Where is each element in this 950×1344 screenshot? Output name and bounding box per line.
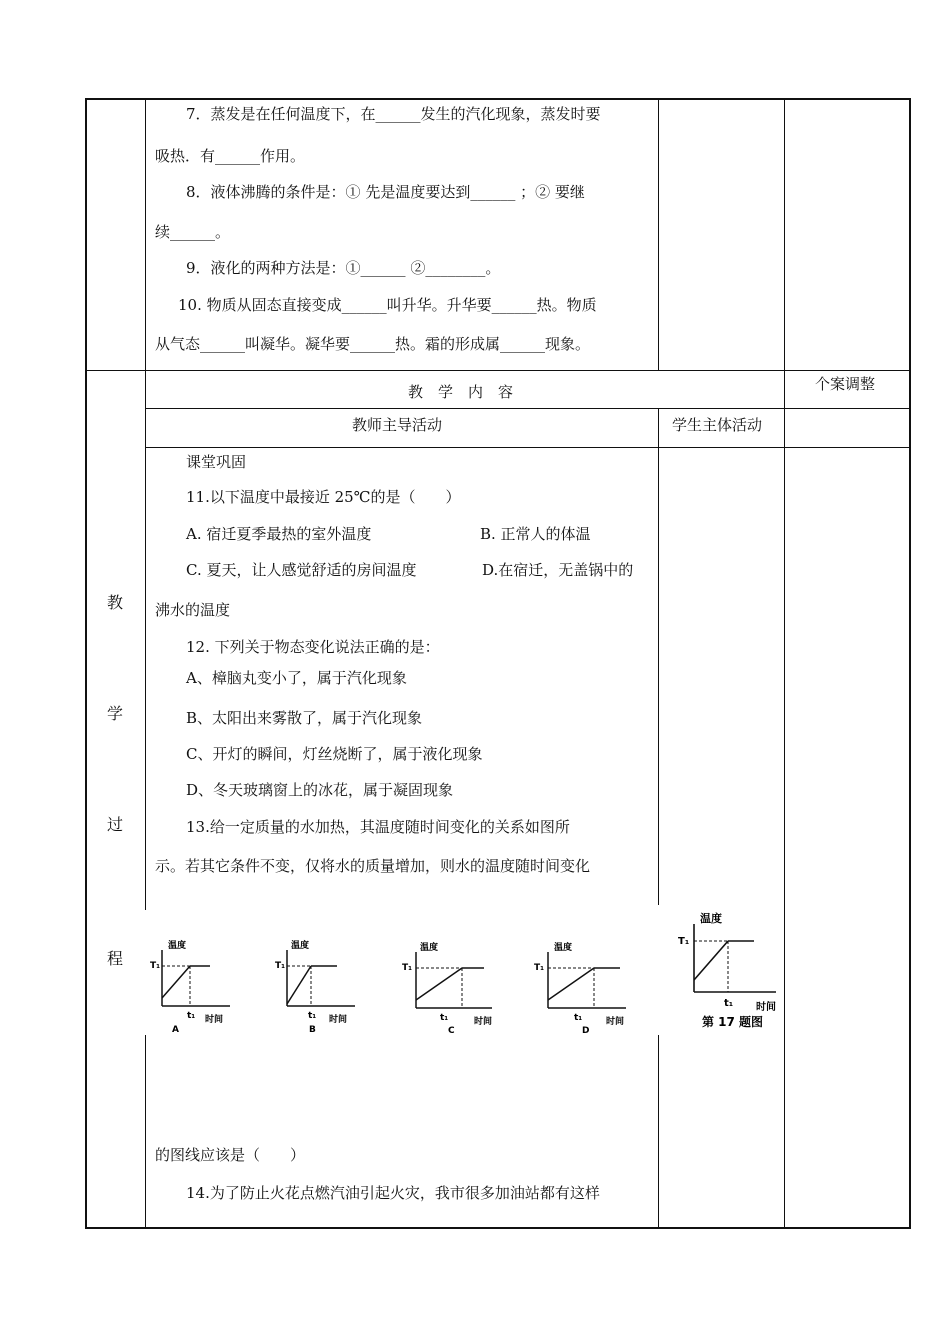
graph-a-xlabel: 时间 xyxy=(205,1015,224,1025)
col-divider-1 xyxy=(145,98,146,1228)
col-divider-2 xyxy=(658,98,659,370)
case-adjust-header: 个案调整 xyxy=(815,375,876,393)
col-divider-3 xyxy=(784,98,785,1228)
question-13-line-1: 13.给一定质量的水加热，其温度随时间变化的关系如图所 xyxy=(186,818,570,836)
graph-d-xlabel: 时间 xyxy=(606,1017,625,1027)
table-top-border xyxy=(85,98,911,100)
ref-ylabel: 温度 xyxy=(700,912,722,925)
graph-d-ylabel: 温度 xyxy=(554,943,573,953)
ref-tlabel: t₁ xyxy=(724,998,734,1009)
side-label-char-4: 程 xyxy=(107,949,124,968)
question-12-option-c: C、开灯的瞬间，灯丝烧断了，属于液化现象 xyxy=(186,745,483,763)
question-11-option-b: B. 正常人的体温 xyxy=(480,525,591,543)
ref-xlabel: 时间 xyxy=(756,1002,776,1013)
graph-c-t1: T₁ xyxy=(402,963,413,973)
question-10-line-1: 10. 物质从固态直接变成______叫升华。升华要______热。物质 xyxy=(178,296,597,314)
side-label-char-3: 过 xyxy=(107,815,124,834)
classwork-heading: 课堂巩固 xyxy=(186,453,247,471)
question-14: 14.为了防止火花点燃汽油引起火灾，我市很多加油站都有这样 xyxy=(186,1184,600,1202)
question-10-line-2: 从气态______叫凝华。凝华要______热。霜的形成属______现象。 xyxy=(155,335,591,353)
question-7-line-2: 吸热．有______作用。 xyxy=(155,147,306,165)
row-divider-3 xyxy=(145,447,911,448)
graph-option-c xyxy=(400,938,505,1033)
graph-b-xlabel: 时间 xyxy=(329,1015,348,1025)
graph-a-letter: A xyxy=(172,1025,179,1033)
table-bottom-border xyxy=(85,1227,911,1229)
question-9: 9．液化的两种方法是：①______ ②________。 xyxy=(186,259,501,277)
graph-c-xlabel: 时间 xyxy=(474,1017,493,1027)
question-8-line-2: 续______。 xyxy=(155,223,231,241)
question-12: 12. 下列关于物态变化说法正确的是： xyxy=(186,638,440,656)
col-divider-2b xyxy=(658,408,659,1228)
question-11: 11.以下温度中最接近 25℃的是（ ） xyxy=(186,488,461,506)
question-7-line-1: 7．蒸发是在任何温度下，在______发生的汽化现象，蒸发时要 xyxy=(186,105,601,123)
question-8-line-1: 8．液体沸腾的条件是：① 先是温度要达到______ ；② 要继 xyxy=(186,183,585,201)
side-label-char-1: 教 xyxy=(107,593,124,612)
graph-a-tlabel: t₁ xyxy=(187,1011,196,1021)
question-12-option-a: A、樟脑丸变小了，属于汽化现象 xyxy=(186,669,407,687)
graph-reference-figure xyxy=(672,908,784,1028)
graph-b-t1: T₁ xyxy=(275,961,286,971)
question-13-line-3: 的图线应该是（ ） xyxy=(155,1146,306,1164)
question-11-option-c: C. 夏天，让人感觉舒适的房间温度 xyxy=(186,561,417,579)
graph-b-ylabel: 温度 xyxy=(291,941,310,951)
table-right-border xyxy=(909,98,911,1228)
question-12-option-d: D、冬天玻璃窗上的冰花，属于凝固现象 xyxy=(186,781,454,799)
graph-a-ylabel: 温度 xyxy=(168,941,187,951)
graph-d-letter: D xyxy=(582,1026,590,1033)
graph-d-t1: T₁ xyxy=(534,963,545,973)
graph-a-t1: T₁ xyxy=(150,961,161,971)
teacher-activity-header: 教师主导活动 xyxy=(352,416,443,434)
teaching-content-header: 教 学 内 容 xyxy=(408,383,514,401)
graph-option-b xyxy=(275,938,370,1033)
graph-b-tlabel: t₁ xyxy=(308,1011,317,1021)
ref-caption: 第 17 题图 xyxy=(702,1015,764,1028)
graph-c-ylabel: 温度 xyxy=(420,943,439,953)
graph-b-letter: B xyxy=(309,1025,316,1033)
side-label-char-2: 学 xyxy=(107,704,124,723)
question-13-line-2: 示。若其它条件不变，仅将水的质量增加，则水的温度随时间变化 xyxy=(155,857,591,875)
graph-c-letter: C xyxy=(448,1026,455,1033)
graph-option-d xyxy=(530,938,640,1033)
graph-d-tlabel: t₁ xyxy=(574,1013,583,1023)
question-11-option-d-cont: 沸水的温度 xyxy=(155,601,231,619)
ref-t1: T₁ xyxy=(678,936,690,947)
table-left-border xyxy=(85,98,87,1228)
graph-c-tlabel: t₁ xyxy=(440,1013,449,1023)
student-activity-header: 学生主体活动 xyxy=(672,416,763,434)
graph-option-a xyxy=(150,938,245,1033)
row-divider-1 xyxy=(85,370,911,371)
row-divider-2 xyxy=(145,408,911,409)
question-11-option-a: A. 宿迁夏季最热的室外温度 xyxy=(186,525,372,543)
question-12-option-b: B、太阳出来雾散了，属于汽化现象 xyxy=(186,709,423,727)
question-11-option-d: D.在宿迁，无盖锅中的 xyxy=(482,561,634,579)
